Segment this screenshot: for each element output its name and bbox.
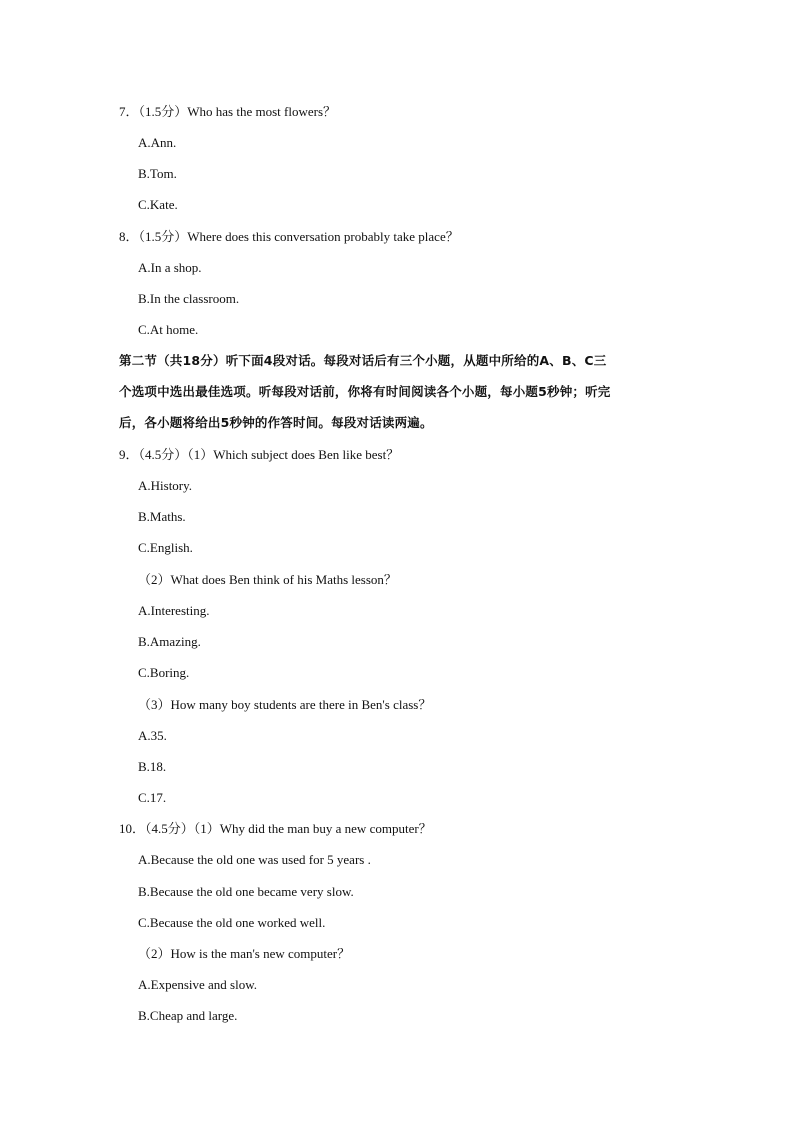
question-10-1-option-c: C.Because the old one worked well.	[138, 915, 326, 930]
question-7-option-c: C.Kate.	[138, 197, 178, 212]
question-7-option-a: A.Ann.	[138, 135, 177, 150]
question-8-option-a: A.In a shop.	[138, 260, 202, 275]
question-9-2-option-c: C.Boring.	[138, 665, 190, 680]
question-9-1-option-a: A.History.	[138, 478, 193, 493]
section-2-instruction-line-1: 第二节（共18分）听下面4段对话。每段对话后有三个小题，从题中所给的A、B、C三	[119, 353, 607, 368]
question-9-3-option-c: C.17.	[138, 790, 167, 805]
section-2-instruction-line-3: 后，各小题将给出5秒钟的作答时间。每段对话读两遍。	[119, 415, 433, 430]
question-8-option-b: B.In the classroom.	[138, 291, 240, 306]
question-10-1-option-a: A.Because the old one was used for 5 years .	[138, 852, 371, 867]
question-9-3-stem: （3）How many boy students are there in Ben's class？	[138, 697, 432, 712]
question-9-2-stem: （2）What does Ben think of his Maths lesson？	[138, 572, 397, 587]
question-10-1-option-b: B.Because the old one became very slow.	[138, 884, 354, 899]
question-10-2-option-b: B.Cheap and large.	[138, 1008, 238, 1023]
question-8-option-c: C.At home.	[138, 322, 199, 337]
question-9-3-option-a: A.35.	[138, 728, 167, 743]
question-9-1-option-c: C.English.	[138, 540, 193, 555]
question-9-stem: 9．（4.5分）（1）Which subject does Ben like best？	[119, 447, 400, 462]
question-10-2-stem: （2）How is the man's new computer？	[138, 946, 351, 961]
question-7-stem: 7．（1.5分）Who has the most flowers？	[119, 104, 337, 119]
question-9-1-option-b: B.Maths.	[138, 509, 186, 524]
question-7-option-b: B.Tom.	[138, 166, 177, 181]
question-8-stem: 8．（1.5分）Where does this conversation probably take place？	[119, 229, 459, 244]
section-2-instruction-line-2: 个选项中选出最佳选项。听每段对话前，你将有时间阅读各个小题，每小题5秒钟；听完	[119, 384, 611, 399]
question-10-stem: 10．（4.5分）（1）Why did the man buy a new computer？	[119, 821, 432, 836]
question-9-2-option-b: B.Amazing.	[138, 634, 201, 649]
question-9-3-option-b: B.18.	[138, 759, 167, 774]
question-10-2-option-a: A.Expensive and slow.	[138, 977, 258, 992]
question-9-2-option-a: A.Interesting.	[138, 603, 210, 618]
